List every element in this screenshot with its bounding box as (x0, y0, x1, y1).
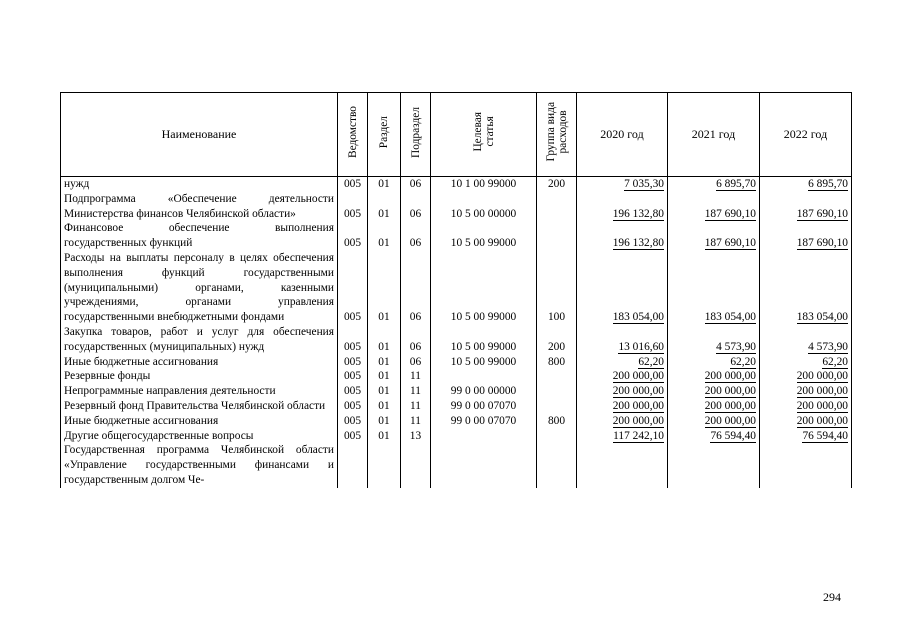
row-target: 99 0 00 00000 (431, 384, 537, 399)
row-2022-value: 187 690,10 (796, 207, 848, 220)
table-row (61, 325, 852, 355)
row-2021-value: 76 594,40 (710, 429, 756, 442)
row-2020 (577, 251, 668, 325)
row-subsection: 06 (401, 192, 431, 222)
row-2020 (577, 369, 668, 384)
row-2021-value: 183 054,00 (704, 311, 756, 324)
row-2020-value: 200 000,00 (612, 399, 664, 412)
header-row (61, 93, 852, 177)
header-2022-label: 2022 год (783, 126, 828, 141)
header-dept-label: Ведомство (346, 106, 359, 159)
row-2022 (760, 429, 852, 444)
row-dept: 005 (338, 384, 368, 399)
row-name: Расходы на выплаты персоналу в целях обеспечения выполнения функций государственными (муниципальными) органами, казенными учреждениями, органами управления государственными внебюджетными фондами (61, 251, 338, 325)
row-section: 01 (368, 177, 401, 192)
row-2021-value: 200 000,00 (704, 370, 756, 383)
header-section (368, 93, 401, 177)
row-2022-value: 200 000,00 (796, 385, 848, 398)
row-2022-value: 6 895,70 (808, 178, 848, 190)
row-2022-value: 4 573,90 (808, 340, 848, 353)
table-row (61, 369, 852, 384)
row-2022 (760, 399, 852, 414)
row-section: 01 (368, 429, 401, 444)
row-2020-value: 200 000,00 (612, 414, 664, 427)
row-2021-value: 62,20 (730, 355, 756, 368)
header-subsection (401, 93, 431, 177)
row-2022 (760, 325, 852, 355)
row-2022-value: 76 594,40 (802, 429, 848, 442)
row-target (431, 429, 537, 444)
row-2020-value: 196 132,80 (612, 207, 664, 220)
row-expense (537, 221, 577, 251)
row-subsection: 06 (401, 355, 431, 370)
row-target: 10 5 00 99000 (431, 325, 537, 355)
header-2020-label: 2020 год (600, 126, 644, 141)
row-section (368, 443, 401, 487)
row-subsection: 11 (401, 369, 431, 384)
row-dept: 005 (338, 414, 368, 429)
row-2020-value: 200 000,00 (612, 385, 664, 398)
row-expense: 800 (537, 414, 577, 429)
header-target-line2: статья (483, 116, 496, 148)
row-name: Подпрограмма «Обеспечение деятельности Министерства финансов Челябинской области» (61, 192, 338, 222)
table-row (61, 384, 852, 399)
row-2021-value: 200 000,00 (704, 414, 756, 427)
row-subsection: 06 (401, 221, 431, 251)
row-2021 (668, 221, 760, 251)
header-expense-line1: Группа вида (544, 102, 557, 162)
row-2022 (760, 443, 852, 487)
row-dept: 005 (338, 192, 368, 222)
row-section: 01 (368, 355, 401, 370)
header-subsection-label: Подраздел (409, 106, 422, 158)
row-dept: 005 (338, 399, 368, 414)
table-row (61, 221, 852, 251)
row-name: Резервный фонд Правительства Челябинской области (61, 399, 338, 414)
table-row (61, 355, 852, 370)
row-2021 (668, 192, 760, 222)
row-2020 (577, 221, 668, 251)
row-expense: 200 (537, 177, 577, 192)
row-expense: 800 (537, 355, 577, 370)
row-2020 (577, 384, 668, 399)
table-row (61, 192, 852, 222)
row-2020-value: 13 016,60 (618, 340, 664, 353)
row-2020 (577, 399, 668, 414)
row-2020 (577, 325, 668, 355)
row-2020 (577, 192, 668, 222)
row-dept (338, 443, 368, 487)
row-2020 (577, 177, 668, 192)
row-subsection: 06 (401, 251, 431, 325)
table-row (61, 429, 852, 444)
row-section: 01 (368, 414, 401, 429)
budget-table (60, 92, 852, 488)
row-subsection: 06 (401, 325, 431, 355)
row-name: Иные бюджетные ассигнования (61, 355, 338, 370)
row-subsection: 11 (401, 384, 431, 399)
row-2020 (577, 355, 668, 370)
row-subsection: 06 (401, 177, 431, 192)
header-2021 (668, 93, 760, 177)
row-dept: 005 (338, 221, 368, 251)
row-2021 (668, 325, 760, 355)
row-2021 (668, 429, 760, 444)
row-2022 (760, 177, 852, 192)
row-expense (537, 399, 577, 414)
row-2022 (760, 251, 852, 325)
header-dept (338, 93, 368, 177)
row-section: 01 (368, 325, 401, 355)
row-2021 (668, 414, 760, 429)
table-row (61, 414, 852, 429)
row-name: Финансовое обеспечение выполнения государственных функций (61, 221, 338, 251)
header-target-line1: Целевая (471, 112, 484, 152)
row-dept: 005 (338, 369, 368, 384)
row-target: 99 0 00 07070 (431, 414, 537, 429)
row-target: 10 1 00 99000 (431, 177, 537, 192)
row-target (431, 369, 537, 384)
row-subsection: 11 (401, 414, 431, 429)
row-target: 10 5 00 99000 (431, 355, 537, 370)
row-expense (537, 384, 577, 399)
table-row (61, 443, 852, 487)
row-2022 (760, 192, 852, 222)
row-2021-value: 200 000,00 (704, 385, 756, 398)
row-name: Иные бюджетные ассигнования (61, 414, 338, 429)
row-2020-value: 117 242,10 (613, 429, 664, 442)
row-2020-value: 196 132,80 (612, 237, 664, 250)
row-dept: 005 (338, 429, 368, 444)
row-2021-value: 187 690,10 (704, 237, 756, 250)
row-2020-value: 62,20 (638, 355, 664, 368)
table-row (61, 399, 852, 414)
header-name-label: Наименование (161, 126, 237, 141)
row-target: 99 0 00 07070 (431, 399, 537, 414)
row-expense: 200 (537, 325, 577, 355)
row-2022 (760, 384, 852, 399)
row-2021 (668, 355, 760, 370)
row-section: 01 (368, 221, 401, 251)
header-expense-line2: расходов (556, 110, 569, 154)
row-2021 (668, 177, 760, 192)
row-2022-value: 200 000,00 (796, 399, 848, 412)
row-target: 10 5 00 00000 (431, 192, 537, 222)
row-subsection: 13 (401, 429, 431, 444)
row-2021-value: 4 573,90 (716, 340, 756, 353)
header-target-label (472, 112, 496, 152)
row-2020 (577, 414, 668, 429)
header-name (61, 93, 338, 177)
row-2020-value: 183 054,00 (612, 311, 664, 324)
row-target: 10 5 00 99000 (431, 251, 537, 325)
row-2020 (577, 443, 668, 487)
row-expense (537, 369, 577, 384)
row-name: Непрограммные направления деятельности (61, 384, 338, 399)
table-body (61, 177, 852, 488)
page-number: 294 (823, 590, 841, 604)
row-2022 (760, 369, 852, 384)
header-target (431, 93, 537, 177)
row-expense (537, 443, 577, 487)
row-2022 (760, 414, 852, 429)
row-dept: 005 (338, 251, 368, 325)
row-section: 01 (368, 251, 401, 325)
row-2022-value: 183 054,00 (796, 311, 848, 324)
row-subsection (401, 443, 431, 487)
row-target: 10 5 00 99000 (431, 221, 537, 251)
row-2021 (668, 251, 760, 325)
row-name: Резервные фонды (61, 369, 338, 384)
table-row (61, 177, 852, 192)
row-expense (537, 429, 577, 444)
row-2021 (668, 443, 760, 487)
row-2020 (577, 429, 668, 444)
row-section: 01 (368, 369, 401, 384)
row-name: Другие общегосударственные вопросы (61, 429, 338, 444)
header-expense-label (545, 102, 569, 162)
row-2021 (668, 384, 760, 399)
header-2022 (760, 93, 852, 177)
row-section: 01 (368, 192, 401, 222)
row-2020-value: 200 000,00 (612, 370, 664, 383)
row-2022-value: 200 000,00 (796, 414, 848, 427)
row-target (431, 443, 537, 487)
header-expense (537, 93, 577, 177)
header-section-label: Раздел (378, 115, 390, 149)
row-2022-value: 62,20 (822, 355, 848, 368)
row-2022-value: 187 690,10 (796, 237, 848, 250)
table-row (61, 251, 852, 325)
row-dept: 005 (338, 355, 368, 370)
row-name: Закупка товаров, работ и услуг для обеспечения государственных (муниципальных) нужд (61, 325, 338, 355)
row-section: 01 (368, 399, 401, 414)
row-2021-value: 200 000,00 (704, 399, 756, 412)
row-expense: 100 (537, 251, 577, 325)
row-2021-value: 6 895,70 (716, 178, 756, 190)
row-2020-value: 7 035,30 (624, 178, 664, 190)
header-2021-label: 2021 год (691, 126, 736, 141)
row-2021-value: 187 690,10 (704, 207, 756, 220)
header-2020 (577, 93, 668, 177)
row-name: Государственная программа Челябинской области «Управление государственными финансами и государственным долгом Че- (61, 443, 338, 487)
row-dept: 005 (338, 325, 368, 355)
row-2021 (668, 369, 760, 384)
row-2021 (668, 399, 760, 414)
row-expense (537, 192, 577, 222)
row-2022 (760, 221, 852, 251)
row-subsection: 11 (401, 399, 431, 414)
row-dept: 005 (338, 177, 368, 192)
row-2022-value: 200 000,00 (796, 370, 848, 383)
row-name: нужд (61, 177, 338, 192)
row-2022 (760, 355, 852, 370)
row-section: 01 (368, 384, 401, 399)
